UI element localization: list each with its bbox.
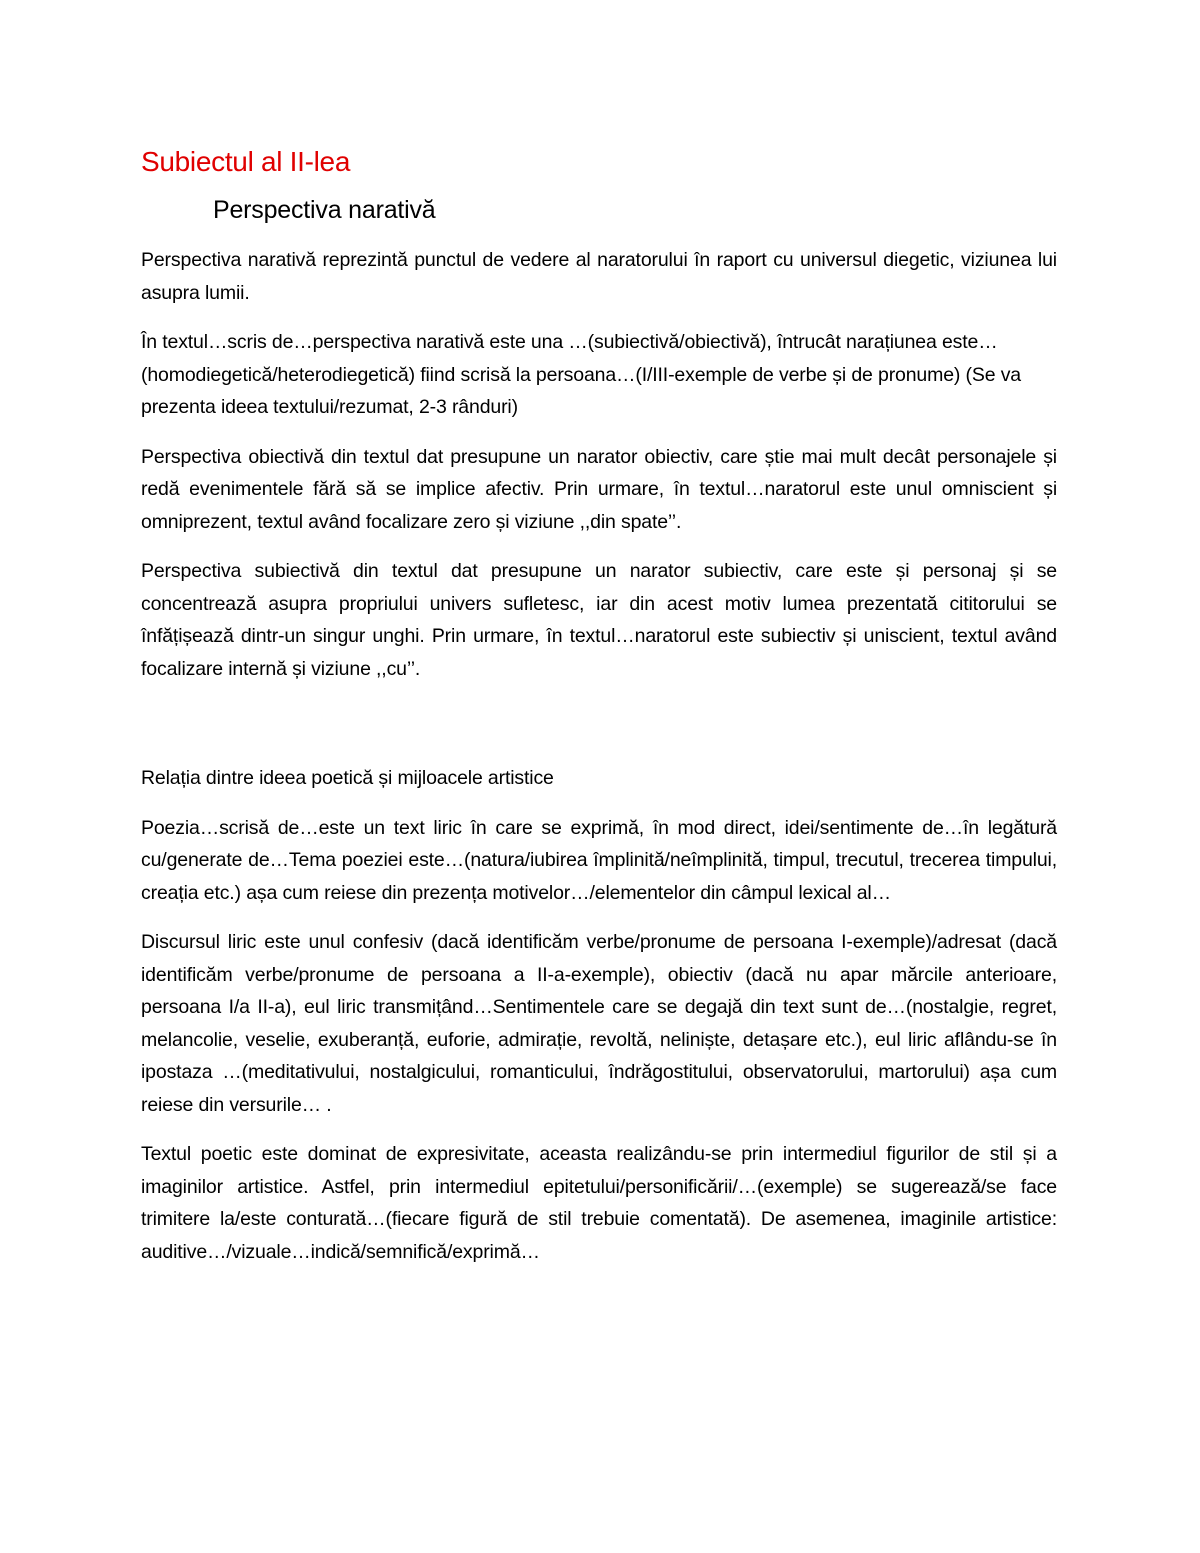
document-page xyxy=(141,140,1057,1285)
section-spacer xyxy=(141,702,1057,762)
paragraph-discursul: Discursul liric este unul confesiv (dacă identificăm verbe/pronume de persoana I-exemple)/adresat (dacă identificăm verbe/pronume de persoana a II-a-exemple), obiectiv (dacă nu apar mărcile anterioare, persoana I/a II-a), eul liric transmițând…Sentimentele care se degajă din text sunt de…(nostalgie, regret, melancolie, veselie, exuberanță, euforie, admirație, revoltă, neliniște, detașare etc.), eul liric aflându-se în ipostaza …(meditativului, nostalgicului, romanticului, îndrăgostitului, observatorului, martorului) așa cum reiese din versurile… . xyxy=(141,931,1057,1116)
paragraph-textul-poetic: Textul poetic este dominat de expresivitate, aceasta realizându-se prin intermediul figurilor de stil și a imaginilor artistice. Astfel, prin intermediul epitetului/personificării/…(exemple) se sugerează/se face trimitere la/este conturată…(fiecare figură de stil trebuie comentată). De asemenea, imaginile artistice: auditive…/vizuale…indică/semnifică/exprimă… xyxy=(141,1143,1057,1263)
paragraph-definition: Perspectiva narativă reprezintă punctul de vedere al naratorului în raport cu universul diegetic, viziunea lui asupra lumii. xyxy=(141,249,1057,304)
paragraph-objective: Perspectiva obiectivă din textul dat presupune un narator obiectiv, care știe mai mult decât personajele și redă evenimentele fără să se implice afectiv. Prin urmare, în textul…naratorul este unul omniscient și omniprezent, textul având focalizare zero și viziune ,,din spate’’. xyxy=(141,445,1057,533)
subject-title: Subiectul al II-lea xyxy=(141,146,351,177)
paragraph-template: În textul…scris de…perspectiva narativă este una …(subiectivă/obiectivă), întrucât narațiunea este…(homodiegetică/heterodiegetică) fiind scrisă la persoana…(I/III-exemple de verbe și de pronume) (Se va prezenta ideea textului/rezumat, 2-3 rânduri) xyxy=(141,331,1021,418)
section-title-perspectiva: Perspectiva narativă xyxy=(213,196,436,224)
paragraph-subjective: Perspectiva subiectivă din textul dat presupune un narator subiectiv, care este și personaj și se concentrează asupra propriului univers sufletesc, iar din acest motiv lumea prezentată cititorului se înfățișează dintr-un singur unghi. Prin urmare, în textul…naratorul este subiectiv și uniscient, textul având focalizare internă și viziune ,,cu’’. xyxy=(141,560,1057,680)
section-title-relatia: Relația dintre ideea poetică și mijloacele artistice xyxy=(141,767,554,789)
paragraph-poezia: Poezia…scrisă de…este un text liric în care se exprimă, în mod direct, idei/sentimente de…în legătură cu/generate de…Tema poeziei este…(natura/iubirea împlinită/neîmplinită, timpul, trecutul, trecerea timpului, creația etc.) așa cum reiese din prezența motivelor…/elementelor din câmpul lexical al… xyxy=(141,816,1057,904)
